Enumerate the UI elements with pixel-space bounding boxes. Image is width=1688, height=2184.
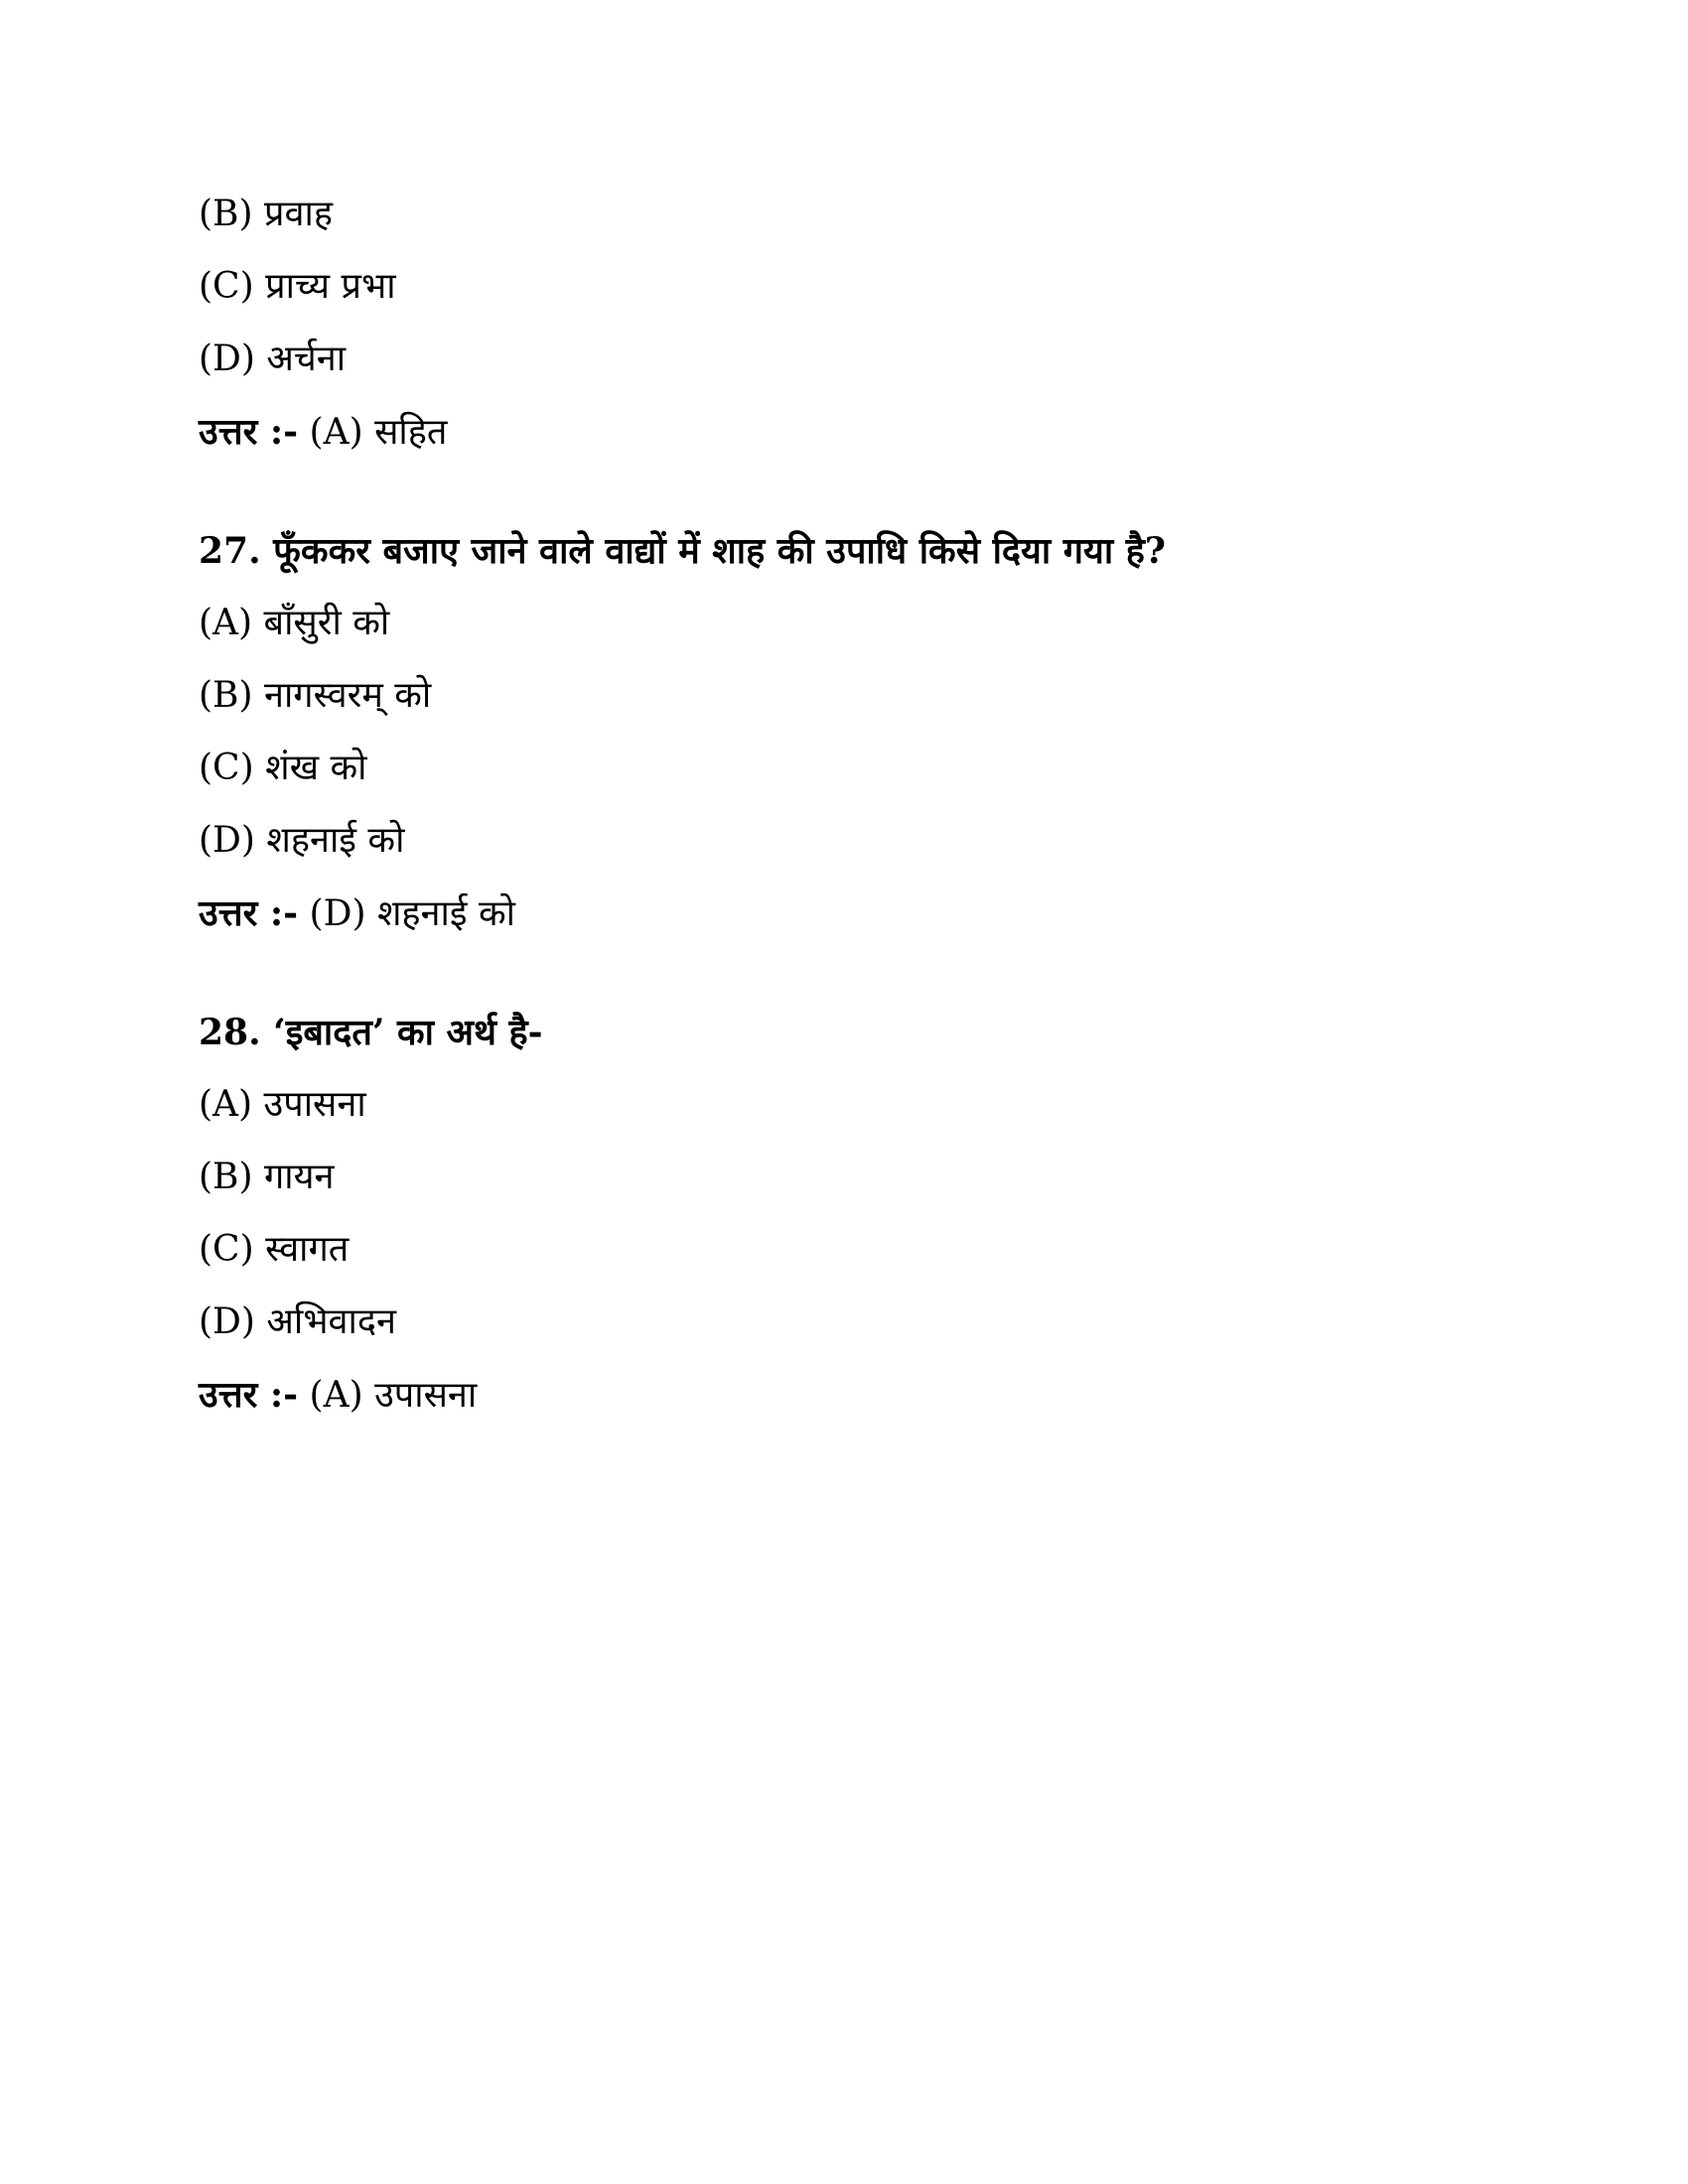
answer-line: [199, 412, 1489, 452]
option-letter: (A): [199, 603, 253, 643]
answer-line: [199, 1375, 1489, 1415]
answer-label: उत्तर :-: [199, 892, 299, 934]
document-page: [199, 195, 1489, 1447]
question-28: 28. ‘इबादत’ का अर्थ है-: [199, 1012, 543, 1053]
answer-text: (A) सहित: [309, 412, 448, 453]
option-a: [199, 604, 1489, 643]
option-text: उपासना: [263, 1084, 366, 1125]
option-letter: (C): [199, 748, 254, 788]
option-d: [199, 821, 1489, 861]
option-d: [199, 1302, 1489, 1342]
option-letter: (D): [199, 820, 255, 861]
option-letter: (B): [199, 675, 253, 716]
option-b: [199, 195, 1489, 234]
answer-label: उत्तर :-: [199, 1374, 299, 1416]
answer-label: उत्तर :-: [199, 411, 299, 453]
option-text: स्वागत: [265, 1229, 350, 1270]
question-27: 27. फूँककर बजाए जाने वाले वाद्यों में शाह की उपाधि किसे दिया गया है?: [199, 530, 1166, 572]
option-letter: (A): [199, 1084, 253, 1125]
answer-text: (A) उपासना: [309, 1375, 478, 1416]
option-text: प्राच्य प्रभा: [265, 266, 396, 307]
answer-line: [199, 893, 1489, 933]
option-letter: (C): [199, 266, 254, 307]
option-c: [199, 267, 1489, 307]
option-text: प्रवाह: [264, 194, 333, 234]
answer-text: (D) शहनाई को: [309, 893, 515, 934]
option-text: नागस्वरम् को: [264, 675, 432, 716]
option-c: [199, 749, 1489, 788]
option-letter: (B): [199, 194, 253, 234]
option-letter: (C): [199, 1229, 254, 1270]
option-text: शंख को: [265, 748, 367, 788]
option-b: [199, 676, 1489, 716]
option-b: [199, 1158, 1489, 1197]
option-text: बाँसुरी को: [263, 603, 390, 643]
option-letter: (B): [199, 1157, 253, 1197]
option-text: अर्चना: [266, 339, 347, 379]
option-letter: (D): [199, 339, 255, 379]
option-letter: (D): [199, 1301, 255, 1342]
option-c: [199, 1230, 1489, 1270]
option-text: अभिवादन: [266, 1301, 396, 1342]
option-a: [199, 1085, 1489, 1125]
option-text: गायन: [264, 1157, 335, 1197]
option-text: शहनाई को: [266, 820, 405, 861]
option-d: [199, 340, 1489, 379]
